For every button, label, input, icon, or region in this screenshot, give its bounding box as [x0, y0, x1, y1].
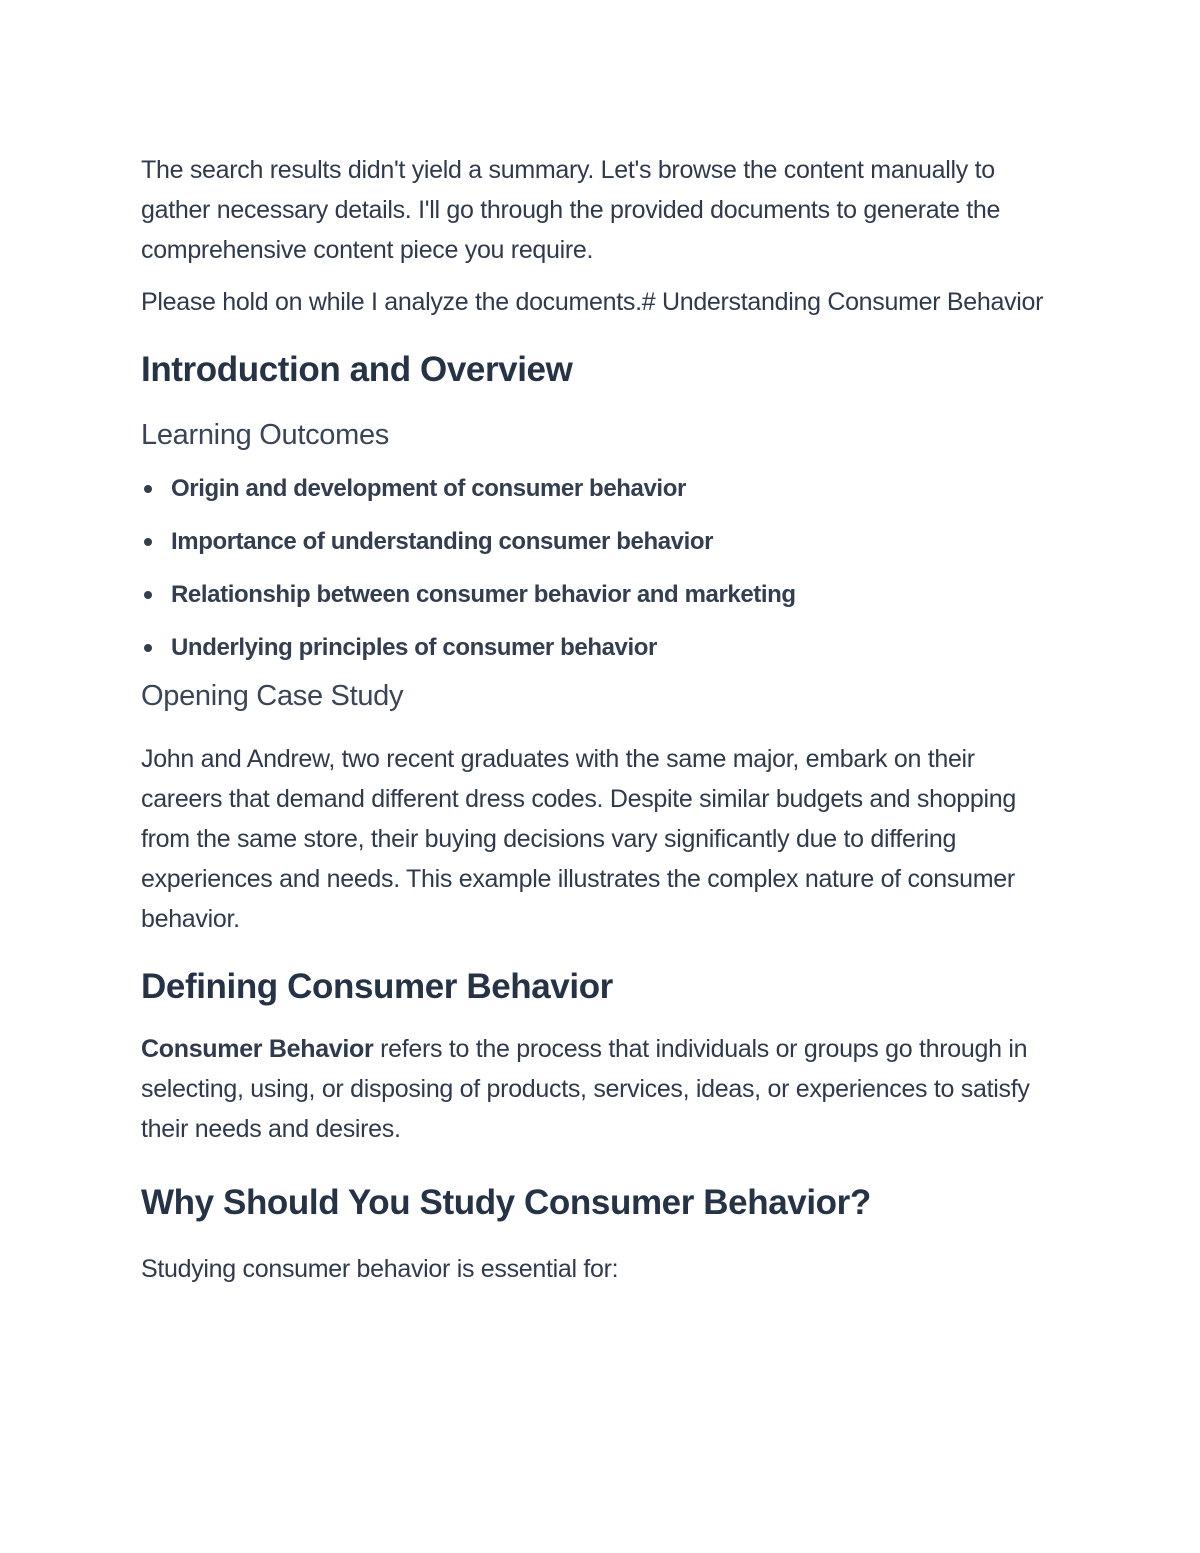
heading-introduction-overview: Introduction and Overview: [141, 350, 573, 389]
definition-text: refers to the process that individuals or groups go through in selecting, using, or disposing of products, services, ideas, or experiences to satisfy their needs and desires.: [141, 1035, 1030, 1143]
list-item: [141, 472, 1061, 506]
list-item: [141, 525, 1061, 559]
definition-paragraph: [141, 1029, 1061, 1149]
heading-defining-consumer-behavior: Defining Consumer Behavior: [141, 967, 613, 1006]
list-item-text: Relationship between consumer behavior and marketing: [171, 581, 796, 608]
heading-learning-outcomes: Learning Outcomes: [141, 419, 389, 451]
bullet-icon: [144, 591, 152, 599]
intro-paragraph: The search results didn't yield a summary. Let's browse the content manually to gather necessary details. I'll go through the provided documents to generate the comprehensive content piece you require.: [141, 156, 1001, 264]
document-page: [141, 150, 1061, 1289]
case-study-paragraph: John and Andrew, two recent graduates with the same major, embark on their careers that demand different dress codes. Despite similar budgets and shopping from the same store, their buying decisions vary significantly due to differing experiences and needs. This example illustrates the complex nature of consumer behavior.: [141, 745, 1016, 933]
intro-paragraph-status: Please hold on while I analyze the documents.# Understanding Consumer Behavior: [141, 288, 1044, 316]
definition-term: Consumer Behavior: [141, 1035, 374, 1063]
heading-opening-case-study: Opening Case Study: [141, 680, 404, 712]
bullet-icon: [144, 644, 152, 652]
bullet-icon: [144, 485, 152, 493]
heading-why-study: Why Should You Study Consumer Behavior?: [141, 1183, 871, 1222]
list-item-text: Underlying principles of consumer behavior: [171, 634, 657, 661]
bullet-icon: [144, 538, 152, 546]
list-item-text: Origin and development of consumer behavior: [171, 475, 686, 502]
list-item-text: Importance of understanding consumer behavior: [171, 528, 714, 555]
learning-outcomes-list: [141, 472, 1061, 665]
why-study-paragraph: Studying consumer behavior is essential for:: [141, 1255, 619, 1283]
list-item: [141, 578, 1061, 612]
list-item: [141, 631, 1061, 665]
